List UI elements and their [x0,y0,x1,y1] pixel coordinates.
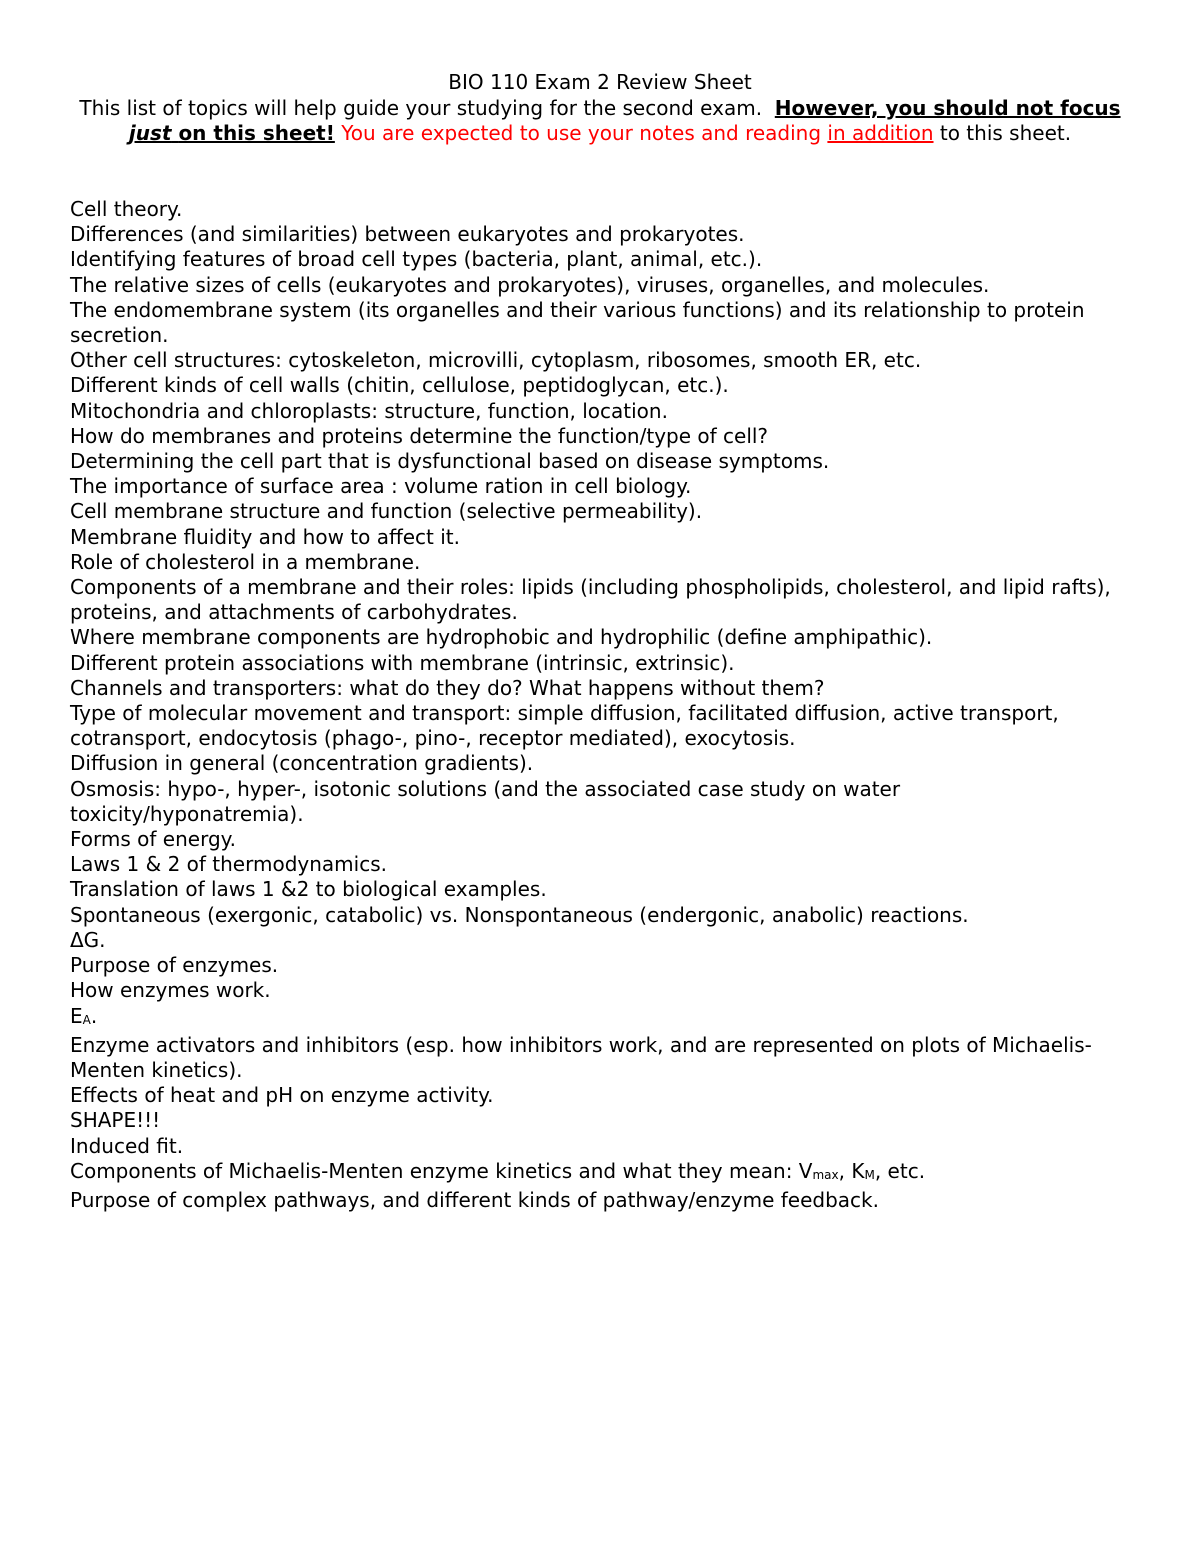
topic-item: Forms of energy. [70,827,236,852]
expectation-text: You are expected to use your notes and reading in addition [341,121,934,146]
topic-item: Laws 1 & 2 of thermodynamics. [70,852,387,877]
topic-list [70,197,1140,1213]
topic-item: Osmosis: hypo-, hyper-, isotonic solutions (and the associated case study on water toxicity/hyponatremia). [70,776,901,826]
topic-item: Purpose of enzymes. [70,953,279,978]
topic-item: Membrane fluidity and how to affect it. [70,524,461,549]
expectation-tail: to this sheet. [939,121,1072,146]
ea-subscript: A [82,1012,91,1027]
topic-item: Mitochondria and chloroplasts: structure, function, location. [70,398,668,423]
topic-item: Spontaneous (exergonic, catabolic) vs. Nonspontaneous (endergonic, anabolic) reactions. [70,902,969,927]
topic-item: Role of cholesterol in a membrane. [70,549,421,574]
topic-item: Cell theory. [70,197,183,221]
topic-item-activation-energy: EA. [70,1003,98,1028]
topic-item: Type of molecular movement and transport: simple diffusion, facilitated diffusion, active transport, cotransport, endocytosis (phago-, pino-, receptor mediated), exocytosis. [70,701,1059,751]
warning-text: However, you should not focus just on this sheet! [128,96,1121,146]
intro-paragraph [70,96,1130,146]
topic-item: Cell membrane structure and function (selective permeability). [70,499,703,524]
topic-item: SHAPE!!! [70,1108,161,1133]
topic-item: Components of a membrane and their roles: lipids (including phospholipids, cholesterol, and lipid rafts), proteins, and attachments of carbohydrates. [70,575,1111,625]
topic-item: Different protein associations with membrane (intrinsic, extrinsic). [70,650,735,675]
intro-text: This list of topics will help guide your studying for the second exam. [79,96,763,120]
topic-item: Diffusion in general (concentration gradients). [70,751,534,776]
topic-item: Where membrane components are hydrophobic and hydrophilic (define amphipathic). [70,625,933,650]
vmax-subscript: max [812,1167,839,1182]
topic-item: How enzymes work. [70,978,271,1003]
topic-item: How do membranes and proteins determine the function/type of cell? [70,423,769,448]
topic-item: Other cell structures: cytoskeleton, microvilli, cytoplasm, ribosomes, smooth ER, etc. [70,348,922,373]
topic-item: Induced fit. [70,1133,184,1158]
topic-item: Effects of heat and pH on enzyme activity. [70,1083,494,1108]
warning-emphasis: just [128,121,172,146]
document-title: BIO 110 Exam 2 Review Sheet [448,70,752,94]
topic-item: Purpose of complex pathways, and different kinds of pathway/enzyme feedback. [70,1187,879,1212]
in-addition-underlined: in addition [827,121,934,146]
topic-item: The relative sizes of cells (eukaryotes and prokaryotes), viruses, organelles, and molecules. [70,272,990,297]
topic-item-kinetics: Components of Michaelis-Menten enzyme kinetics and what they mean: Vmax, KM, etc. [70,1158,926,1183]
topic-item: The endomembrane system (its organelles and their various functions) and its relationship to protein secretion. [70,297,1085,348]
topic-item: Determining the cell part that is dysfunctional based on disease symptoms. [70,449,830,474]
topic-item: ΔG. [70,927,106,952]
topic-item: Enzyme activators and inhibitors (esp. how inhibitors work, and are represented on plots of Michaelis-Menten kinetics). [70,1032,1092,1082]
topic-item: Differences (and similarities) between eukaryotes and prokaryotes. [70,222,745,247]
topic-item: The importance of surface area : volume ration in cell biology. [70,474,692,499]
topic-item: Identifying features of broad cell types (bacteria, plant, animal, etc.). [70,247,763,272]
topic-item: Translation of laws 1 &2 to biological examples. [70,877,547,902]
km-subscript: M [864,1167,875,1182]
topic-item: Channels and transporters: what do they do? What happens without them? [70,675,825,700]
topic-item: Different kinds of cell walls (chitin, cellulose, peptidoglycan, etc.). [70,373,729,398]
